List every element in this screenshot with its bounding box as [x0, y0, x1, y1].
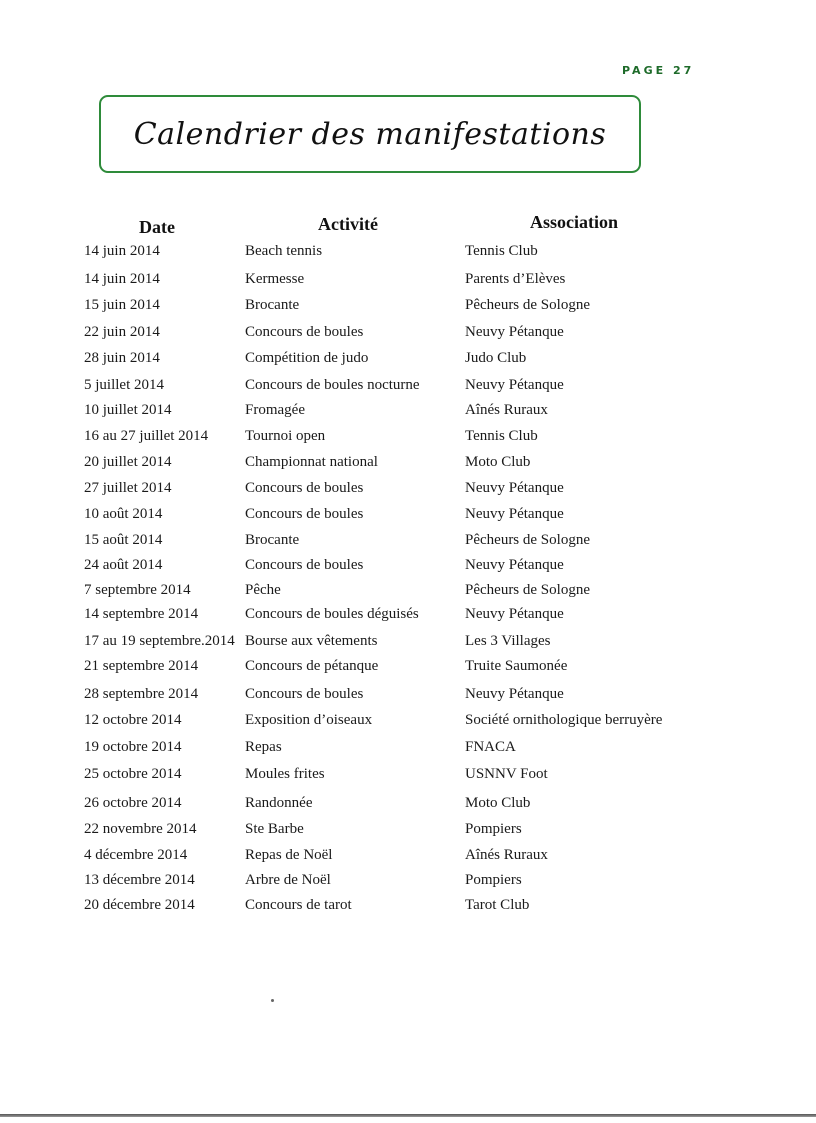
cell-association: USNNV Foot: [465, 766, 548, 782]
table-row: [0, 582, 816, 604]
table-row: [0, 297, 816, 319]
table-row: [0, 350, 816, 372]
cell-association: Truite Saumonée: [465, 658, 568, 674]
page-title: Calendrier des manifestations: [133, 116, 607, 152]
cell-activity: Arbre de Noël: [245, 872, 331, 888]
table-row: [0, 821, 816, 843]
cell-activity: Repas: [245, 739, 282, 755]
cell-activity: Kermesse: [245, 271, 305, 287]
cell-activity: Concours de boules: [245, 686, 364, 702]
cell-association: Moto Club: [465, 795, 531, 811]
cell-activity: Concours de boules nocturne: [245, 377, 420, 393]
cell-association: Pêcheurs de Sologne: [465, 582, 590, 598]
table-row: [0, 795, 816, 817]
cell-activity: Ste Barbe: [245, 821, 304, 837]
table-row: [0, 557, 816, 579]
cell-activity: Brocante: [245, 297, 300, 313]
cell-association: Les 3 Villages: [465, 633, 551, 649]
cell-activity: Brocante: [245, 532, 300, 548]
cell-date: 17 au 19 septembre.2014: [84, 633, 235, 649]
table-row: [0, 532, 816, 554]
cell-date: 15 août 2014: [84, 532, 163, 548]
cell-association: Judo Club: [465, 350, 527, 366]
cell-date: 14 juin 2014: [84, 271, 160, 287]
table-row: [0, 377, 816, 399]
cell-date: 26 octobre 2014: [84, 795, 182, 811]
bottom-rule: [0, 1114, 816, 1117]
cell-date: 7 septembre 2014: [84, 582, 191, 598]
cell-activity: Fromagée: [245, 402, 305, 418]
cell-date: 25 octobre 2014: [84, 766, 182, 782]
cell-date: 16 au 27 juillet 2014: [84, 428, 209, 444]
cell-association: Pêcheurs de Sologne: [465, 532, 590, 548]
cell-date: 14 juin 2014: [84, 243, 160, 259]
speck: [271, 999, 274, 1002]
cell-date: 24 août 2014: [84, 557, 163, 573]
cell-activity: Concours de boules: [245, 557, 364, 573]
cell-association: Neuvy Pétanque: [465, 686, 564, 702]
table-row: [0, 480, 816, 502]
cell-activity: Concours de boules: [245, 480, 364, 496]
cell-association: Pompiers: [465, 821, 522, 837]
cell-association: Aînés Ruraux: [465, 847, 548, 863]
header-activity: Activité: [318, 214, 378, 234]
cell-association: Neuvy Pétanque: [465, 324, 564, 340]
cell-date: 12 octobre 2014: [84, 712, 182, 728]
cell-association: Pompiers: [465, 872, 522, 888]
cell-activity: Beach tennis: [245, 243, 323, 259]
cell-association: Tarot Club: [465, 897, 530, 913]
table-row: [0, 897, 816, 919]
cell-association: FNACA: [465, 739, 516, 755]
cell-activity: Championnat national: [245, 454, 378, 470]
table-row: [0, 847, 816, 869]
cell-date: 5 juillet 2014: [84, 377, 164, 393]
cell-date: 20 juillet 2014: [84, 454, 172, 470]
cell-activity: Exposition d’oiseaux: [245, 712, 373, 728]
title-box: [99, 95, 641, 173]
cell-date: 10 juillet 2014: [84, 402, 172, 418]
cell-activity: Pêche: [245, 582, 281, 598]
cell-date: 22 novembre 2014: [84, 821, 197, 837]
cell-activity: Tournoi open: [245, 428, 326, 444]
table-row: [0, 506, 816, 528]
cell-date: 10 août 2014: [84, 506, 163, 522]
cell-association: Tennis Club: [465, 428, 538, 444]
cell-activity: Concours de pétanque: [245, 658, 379, 674]
table-row: [0, 712, 816, 734]
header-date: Date: [139, 217, 175, 237]
table-row: [0, 271, 816, 293]
cell-association: Neuvy Pétanque: [465, 506, 564, 522]
cell-activity: Randonnée: [245, 795, 313, 811]
cell-date: 28 septembre 2014: [84, 686, 199, 702]
cell-association: Neuvy Pétanque: [465, 606, 564, 622]
cell-date: 28 juin 2014: [84, 350, 160, 366]
cell-association: Société ornithologique berruyère: [465, 712, 663, 728]
table-row: [0, 739, 816, 761]
table-row: [0, 766, 816, 788]
table-row: [0, 428, 816, 450]
cell-date: 20 décembre 2014: [84, 897, 195, 913]
cell-association: Neuvy Pétanque: [465, 377, 564, 393]
table-row: [0, 633, 816, 655]
table-row: [0, 454, 816, 476]
cell-activity: Concours de boules déguisés: [245, 606, 419, 622]
table-row: [0, 872, 816, 894]
cell-activity: Repas de Noël: [245, 847, 333, 863]
cell-activity: Concours de tarot: [245, 897, 352, 913]
cell-date: 15 juin 2014: [84, 297, 160, 313]
page-number: PAGE 27: [622, 64, 695, 77]
cell-date: 14 septembre 2014: [84, 606, 199, 622]
cell-date: 21 septembre 2014: [84, 658, 199, 674]
cell-date: 22 juin 2014: [84, 324, 160, 340]
cell-association: Aînés Ruraux: [465, 402, 548, 418]
cell-activity: Concours de boules: [245, 506, 364, 522]
table-row: [0, 606, 816, 628]
cell-date: 13 décembre 2014: [84, 872, 195, 888]
table-row: [0, 324, 816, 346]
cell-association: Parents d’Elèves: [465, 271, 566, 287]
cell-association: Pêcheurs de Sologne: [465, 297, 590, 313]
cell-association: Neuvy Pétanque: [465, 480, 564, 496]
cell-association: Tennis Club: [465, 243, 538, 259]
table-row: [0, 243, 816, 265]
cell-activity: Bourse aux vêtements: [245, 633, 378, 649]
cell-date: 27 juillet 2014: [84, 480, 172, 496]
cell-association: Moto Club: [465, 454, 531, 470]
cell-activity: Compétition de judo: [245, 350, 369, 366]
cell-date: 19 octobre 2014: [84, 739, 182, 755]
table-row: [0, 402, 816, 424]
cell-date: 4 décembre 2014: [84, 847, 188, 863]
cell-association: Neuvy Pétanque: [465, 557, 564, 573]
table-row: [0, 658, 816, 680]
cell-activity: Moules frites: [245, 766, 325, 782]
table-header: [0, 213, 816, 239]
header-association: Association: [530, 212, 619, 232]
table-row: [0, 686, 816, 708]
cell-activity: Concours de boules: [245, 324, 364, 340]
